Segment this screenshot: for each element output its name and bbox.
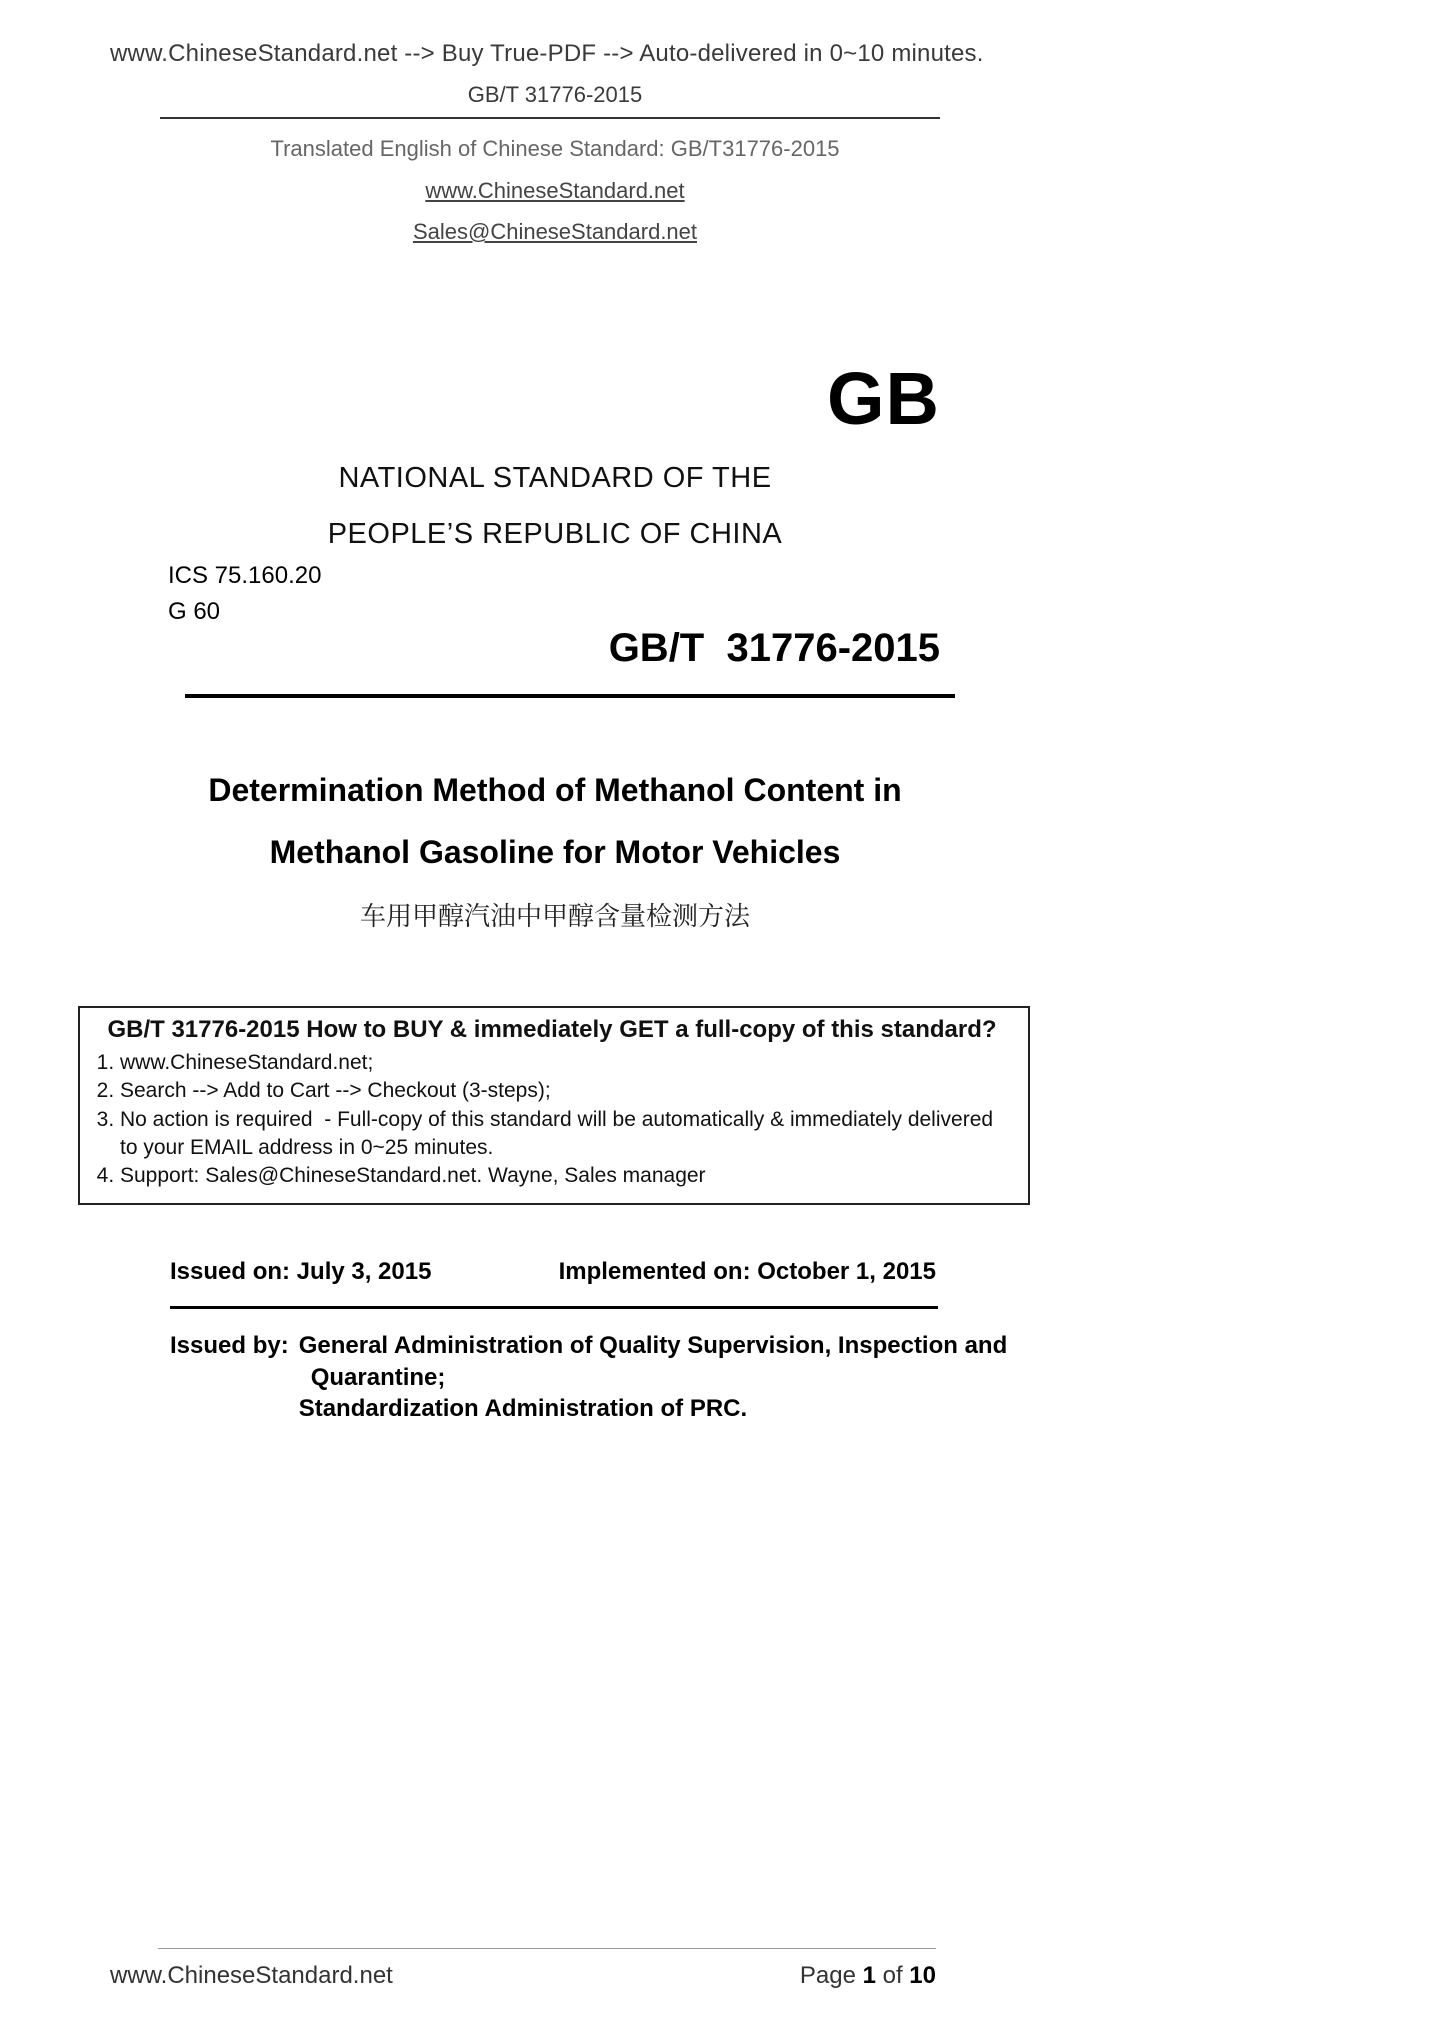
header-divider: [160, 117, 940, 119]
header-doc-code: GB/T 31776-2015: [467, 82, 643, 107]
issued-by-block: [170, 1330, 1007, 1425]
footer-divider: [158, 1948, 936, 1949]
ics-code: ICS 75.160.20: [168, 562, 322, 589]
standard-code: GB/T 31776-2015: [608, 626, 940, 670]
issued-on-date: Issued on: July 3, 2015: [170, 1258, 432, 1285]
site-link-row: [110, 178, 1000, 204]
issuer-line3: Standardization Administration of PRC.: [298, 1395, 748, 1423]
title-chinese: 车用甲醇汽油中甲醇含量检测方法: [359, 901, 750, 931]
buy-box-item-1: 1. www.ChineseStandard.net;: [120, 1049, 1014, 1077]
national-standard-line2: PEOPLE’S REPUBLIC OF CHINA: [327, 518, 783, 550]
footer-page: [800, 1962, 936, 1990]
buy-box-item-4: 4. Support: Sales@ChineseStandard.net. Wayne, Sales manager: [120, 1162, 1014, 1190]
implemented-on-date: Implemented on: October 1, 2015: [558, 1258, 936, 1285]
buy-box: [78, 1006, 1030, 1205]
header-tagline: www.ChineseStandard.net --> Buy True-PDF --> Auto-delivered in 0~10 minutes.: [110, 40, 984, 67]
national-standard-line1: NATIONAL STANDARD OF THE: [338, 462, 772, 494]
gb-logo: GB: [827, 357, 940, 440]
buy-box-item-3: 3. No action is required - Full-copy of this standard will be automatically & immediately delivered to your EMAIL address in 0~25 minutes.: [120, 1106, 1014, 1163]
footer-page-label: Page: [799, 1962, 863, 1989]
email-link-row: [110, 219, 1000, 245]
issued-by-label: Issued by:: [170, 1332, 289, 1359]
site-link[interactable]: www.ChineseStandard.net: [425, 178, 685, 203]
footer-page-of: of: [875, 1962, 910, 1989]
dates-row: [170, 1258, 936, 1286]
issuer-line1: General Administration of Quality Supervision, Inspection and: [298, 1332, 1008, 1359]
title-divider: [185, 694, 955, 698]
buy-box-item-2: 2. Search --> Add to Cart --> Checkout (3-steps);: [120, 1077, 1014, 1105]
footer-site: www.ChineseStandard.net: [110, 1962, 393, 1989]
title-line2: Methanol Gasoline for Motor Vehicles: [269, 834, 841, 870]
title-line1: Determination Method of Methanol Content in: [208, 772, 902, 808]
issuer-lines: [299, 1330, 1008, 1425]
issuer-line2: Quarantine;: [310, 1363, 446, 1391]
buy-box-list: [90, 1049, 1014, 1191]
buy-box-heading: GB/T 31776-2015 How to BUY & immediately GET a full-copy of this standard?: [107, 1016, 997, 1043]
dates-divider: [170, 1306, 938, 1309]
footer-page-current: 1: [862, 1962, 876, 1989]
footer-page-total: 10: [909, 1962, 936, 1989]
translated-line: Translated English of Chinese Standard: GB/T31776-2015: [270, 136, 840, 161]
email-link[interactable]: Sales@ChineseStandard.net: [412, 219, 698, 244]
g-classification: G 60: [168, 598, 221, 625]
footer: [110, 1962, 936, 1990]
